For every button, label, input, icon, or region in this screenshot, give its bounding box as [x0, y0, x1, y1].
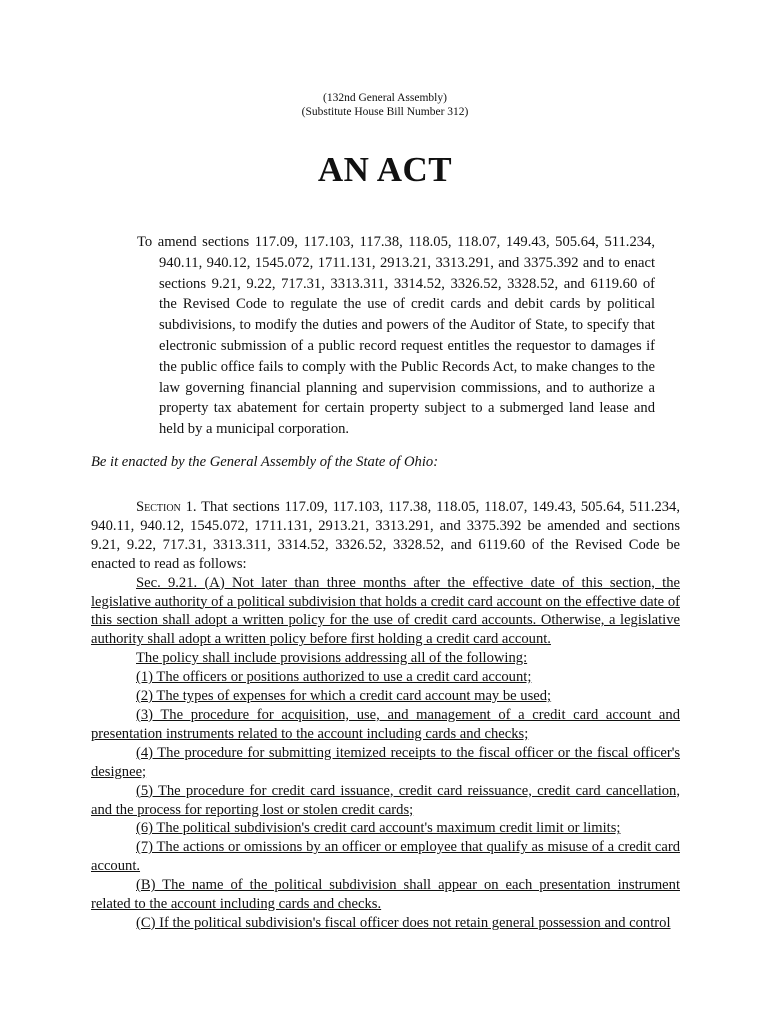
policy-item: (2) The types of expenses for which a credit card account may be used; [136, 688, 552, 705]
amend-paragraph: To amend sections 117.09, 117.103, 117.38, 118.05, 118.07, 149.43, 505.64, 511.234, 940.11, 940.12, 1545.072, 1711.131, 2913.21, 3313.291, and 3375.392 and to enact sections 9.21, 9.22, 717.31, 3313.311, 3314.52, 3326.52, 3328.52, and 6119.60 of the Revised Code to regulate the use of credit cards and debit cards by political subdivisions, to modify the duties and powers of the Auditor of State, to specify that electronic submission of a public record request entitles the requestor to damages if the public office fails to comply with the Public Records Act, to make changes to the law governing financial planning and supervision commissions, and to authorize a property tax abatement for certain property subject to a submerged land lease and held by a municipal corporation. [137, 234, 655, 438]
sec-9-21-a: Sec. 9.21. (A) Not later than three months after the effective date of this section, the legislative authority of a political subdivision that holds a credit card account on the effective date of this section shall adopt a written policy for the use of credit card accounts. Otherwise, a legislative authority shall adopt a written policy before first holding a credit card account. [91, 574, 680, 648]
section-1-paragraph [91, 498, 680, 574]
policy-item: (7) The actions or omissions by an officer or employee that qualify as misuse of a credit card account. [91, 839, 680, 875]
bill-number-header: (Substitute House Bill Number 312) [301, 106, 469, 118]
policy-item: (4) The procedure for submitting itemized receipts to the fiscal officer or the fiscal officer's designee; [91, 744, 680, 780]
policy-intro: The policy shall include provisions addressing all of the following: [136, 650, 528, 667]
policy-item: (3) The procedure for acquisition, use, and management of a credit card account and presentation instruments related to the account including cards and checks; [91, 706, 680, 742]
enacting-clause: Be it enacted by the General Assembly of the State of Ohio: [91, 454, 439, 470]
sec-9-21-c: (C) If the political subdivision's fiscal officer does not retain general possession and control [136, 914, 671, 931]
section-label: Section [136, 499, 181, 515]
bill-body [91, 498, 680, 933]
policy-item: (5) The procedure for credit card issuance, credit card reissuance, credit card cancellation, and the process for reporting lost or stolen credit cards; [91, 782, 680, 818]
policy-item: (1) The officers or positions authorized to use a credit card account; [136, 669, 532, 686]
act-title: AN ACT [317, 150, 453, 189]
sec-9-21-b: (B) The name of the political subdivision shall appear on each presentation instrument related to the account including cards and checks. [91, 877, 680, 913]
policy-item: (6) The political subdivision's credit card account's maximum credit limit or limits; [136, 820, 621, 837]
general-assembly-header: (132nd General Assembly) [323, 92, 447, 104]
section-1-text: 1. That sections 117.09, 117.103, 117.38, 118.05, 118.07, 149.43, 505.64, 511.234, 940.11, 940.12, 1545.072, 1711.131, 2913.21, 3313.291, and 3375.392 be amended and sections 9.21, 9.22, 717.31, 3313.311, 3314.52, 3326.52, 3328.52, and 6119.60 of the Revised Code be enacted to read as follows: [91, 499, 680, 572]
